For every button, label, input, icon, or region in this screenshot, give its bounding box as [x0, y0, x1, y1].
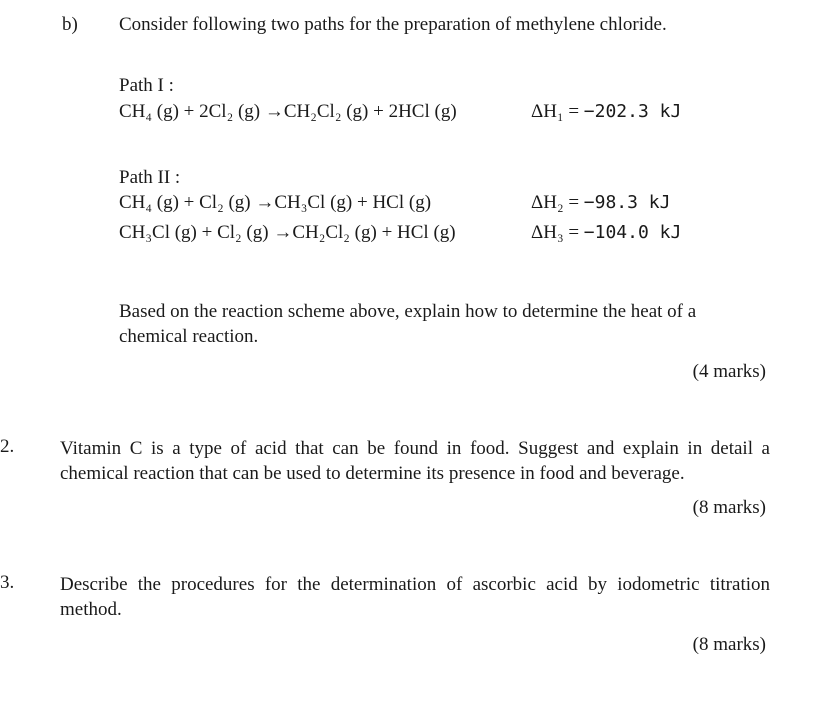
path2-equation-1: CH₄ (g) + Cl₂ (g) →CH₃Cl (g) + HCl (g)	[119, 192, 432, 213]
path2-enthalpy-1	[531, 192, 670, 214]
q2-number: 2.	[0, 436, 15, 457]
part-b-intro: Consider following two paths for the preparation of methylene chloride.	[119, 14, 667, 35]
path1-equation: CH₄ (g) + 2Cl₂ (g) →CH₂Cl₂ (g) + 2HCl (g)	[119, 101, 457, 122]
path2-enthalpy-2	[531, 222, 681, 244]
dh1-value: −202.3 kJ	[583, 101, 682, 122]
part-b-marks: (4 marks)	[692, 361, 766, 382]
dh2-value: −98.3 kJ	[583, 192, 671, 213]
path1-enthalpy	[531, 101, 681, 123]
q3-text: Describe the procedures for the determination of ascorbic acid by iodometric titration method.	[60, 574, 770, 620]
q2-text: Vitamin C is a type of acid that can be found in food. Suggest and explain in detail a chemical reaction that can be used to determine its presence in food and beverage.	[60, 438, 770, 484]
path1-title: Path I :	[119, 75, 174, 96]
q2-marks: (8 marks)	[692, 497, 766, 518]
q3-marks: (8 marks)	[692, 634, 766, 655]
path2-title: Path II :	[119, 167, 181, 188]
dh1-label: ΔH₁ =	[531, 101, 584, 122]
dh3-label: ΔH₃ =	[531, 222, 584, 243]
dh2-label: ΔH₂ =	[531, 192, 584, 213]
part-b-label: b)	[62, 14, 78, 35]
dh3-value: −104.0 kJ	[583, 222, 682, 243]
part-b-question: Based on the reaction scheme above, explain how to determine the heat of a chemical reaction.	[119, 301, 697, 347]
path2-equation-2: CH₃Cl (g) + Cl₂ (g) →CH₂Cl₂ (g) + HCl (g)	[119, 222, 456, 243]
q3-number: 3.	[0, 572, 15, 593]
